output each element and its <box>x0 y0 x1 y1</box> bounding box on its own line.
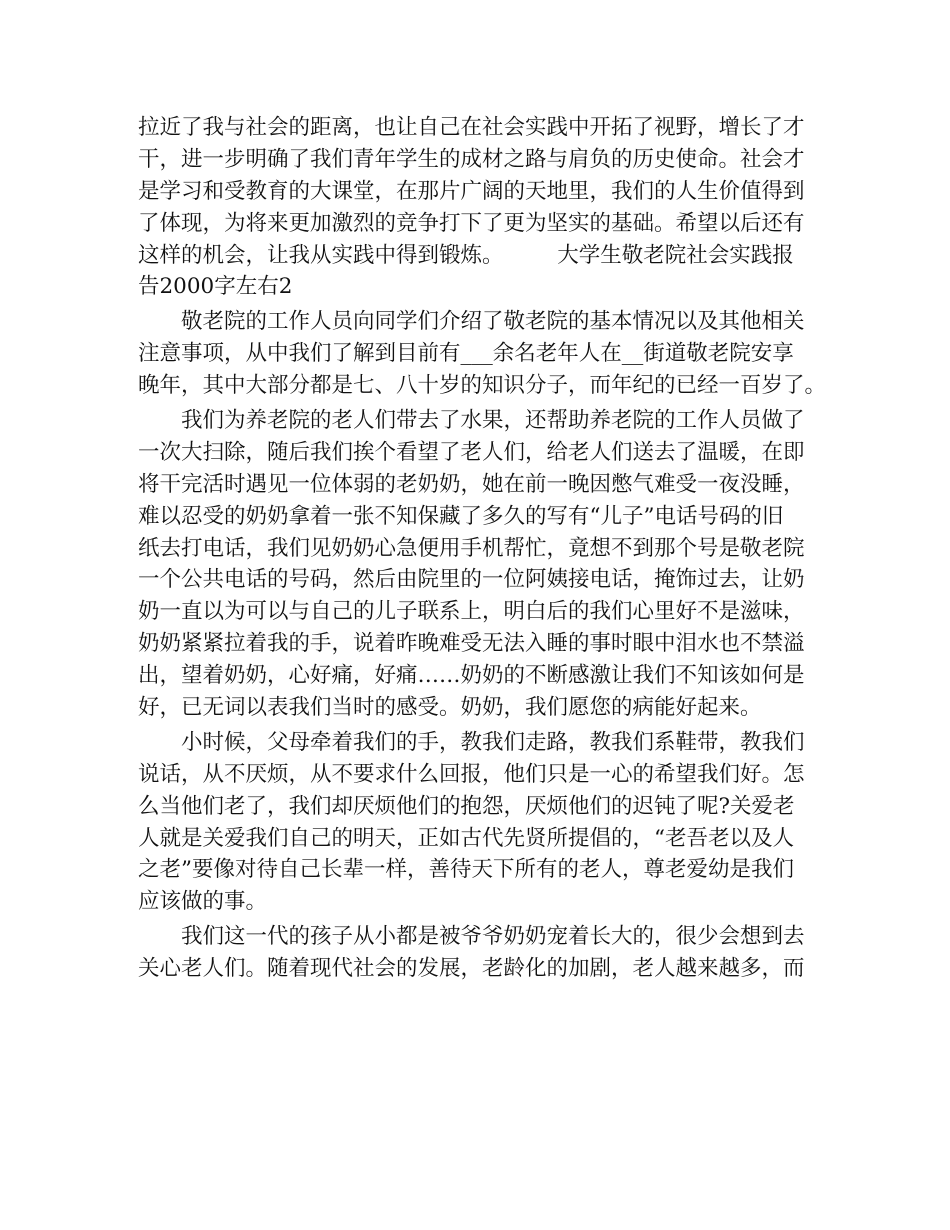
text-line: 注意事项，从中我们了解到目前有___余名老年人在__街道敬老院安享 <box>138 341 794 367</box>
text-line: 好，已无词以表我们当时的感受。奶奶，我们愿您的病能好起来。 <box>138 695 762 721</box>
text-line: 是学习和受教育的大课堂，在那片广阔的天地里，我们的人生价值得到 <box>138 178 805 204</box>
text-line: 关心老人们。随着现代社会的发展，老龄化的加剧，老人越来越多，而 <box>138 956 805 982</box>
text-line: 告2000字左右2 <box>138 274 293 300</box>
text-line: 说话，从不厌烦，从不要求什么回报，他们只是一心的希望我们好。怎 <box>138 761 805 787</box>
text-line: 我们为养老院的老人们带去了水果，还帮助养老院的工作人员做了 <box>181 408 805 434</box>
document-body <box>138 112 827 985</box>
text-line: 晚年，其中大部分都是七、八十岁的知识分子，而年纪的已经一百岁了。 <box>138 373 827 399</box>
text-line: 奶一直以为可以与自己的儿子联系上，明白后的我们心里好不是滋味， <box>138 599 805 625</box>
text-line: 我们这一代的孩子从小都是被爷爷奶奶宠着长大的，很少会想到去 <box>181 924 805 950</box>
text-line: 出，望着奶奶，心好痛，好痛……奶奶的不断感激让我们不知该如何是 <box>138 663 805 689</box>
text-line: 这样的机会，让我从实践中得到锻炼。 大学生敬老院社会实践报 <box>138 242 794 268</box>
text-line: 一次大扫除，随后我们挨个看望了老人们，给老人们送去了温暖，在即 <box>138 439 805 465</box>
text-line: 小时候，父母牵着我们的手，教我们走路，教我们系鞋带，教我们 <box>181 729 805 755</box>
text-line: 难以忍受的奶奶拿着一张不知保藏了多久的写有“儿子”电话号码的旧 <box>138 503 784 529</box>
text-line: 么当他们老了，我们却厌烦他们的抱怨，厌烦他们的迟钝了呢?关爱老 <box>138 793 795 819</box>
text-line: 应该做的事。 <box>138 889 268 915</box>
text-line: 人就是关爱我们自己的明天，正如古代先贤所提倡的，“老吾老以及人 <box>138 825 794 851</box>
text-line: 之老”要像对待自己长辈一样，善待天下所有的老人，尊老爱幼是我们 <box>138 857 794 883</box>
text-line: 将干完活时遇见一位体弱的老奶奶，她在前一晚因憋气难受一夜没睡， <box>138 471 805 497</box>
text-line: 一个公共电话的号码，然后由院里的一位阿姨接电话，掩饰过去，让奶 <box>138 567 805 593</box>
text-line: 干，进一步明确了我们青年学生的成材之路与肩负的历史使命。社会才 <box>138 146 805 172</box>
text-line: 敬老院的工作人员向同学们介绍了敬老院的基本情况以及其他相关 <box>181 309 805 335</box>
text-line: 奶奶紧紧拉着我的手，说着昨晚难受无法入睡的事时眼中泪水也不禁溢 <box>138 631 805 657</box>
text-line: 纸去打电话，我们见奶奶心急便用手机帮忙，竟想不到那个号是敬老院 <box>138 535 805 561</box>
text-line: 拉近了我与社会的距离，也让自己在社会实践中开拓了视野，增长了才 <box>138 115 805 140</box>
text-line: 了体现，为将来更加激烈的竞争打下了更为坚实的基础。希望以后还有 <box>138 210 805 236</box>
